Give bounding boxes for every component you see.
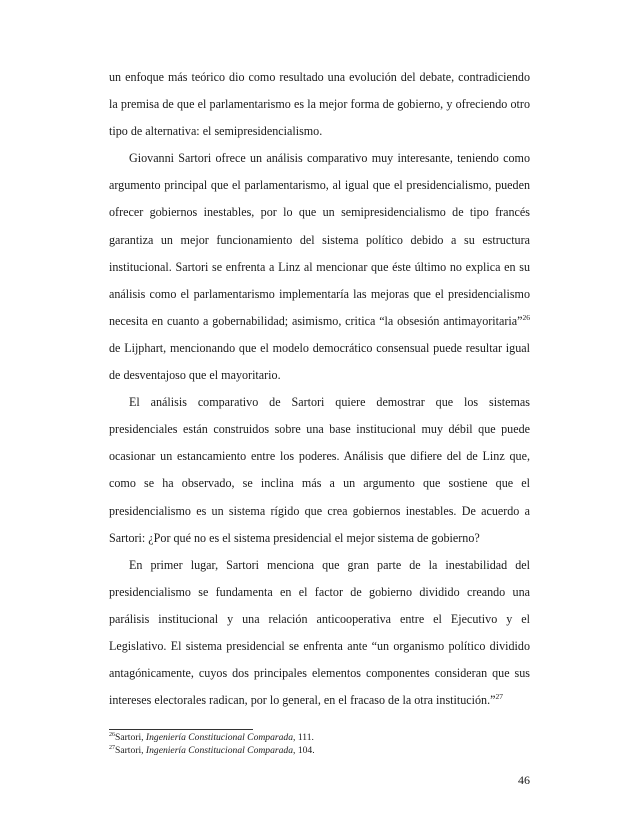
paragraph [109, 145, 530, 389]
paragraph: El análisis comparativo de Sartori quiere demostrar que los sistemas presidenciales están construidos sobre una base institucional muy débil que puede ocasionar un estancamiento entre los poderes. Análisis que difiere del de Linz que, como se ha observado, se inclina más a un argumento que sostiene que el presidencialismo es un sistema rígido que crea gobiernos inestables. De acuerdo a Sartori: ¿Por qué no es el sistema presidencial el mejor sistema de gobierno? [109, 395, 530, 545]
footnote-author: Sartori, [115, 732, 146, 743]
paragraph-text: Giovanni Sartori ofrece un análisis comparativo muy interesante, teniendo como argumento principal que el parlamentarismo, al igual que el presidencialismo, pueden ofrecer gobiernos inestables, por lo que un semipresidencialismo de tipo francés garantiza un mejor funcionamiento del sistema político debido a su estructura institucional. Sartori se enfrenta a Linz al mencionar que éste último no explica en su análisis como el parlamentarismo implementaría las mejoras que el presidencialismo necesita en cuanto a gobernabilidad; asimismo, critica “la obsesión antimayoritaria” [109, 151, 530, 328]
footnote-number: 26 [109, 732, 115, 738]
footnote-title: Ingeniería Constitucional Comparada [145, 744, 294, 756]
paragraph: un enfoque más teórico dio como resultado una evolución del debate, contradiciendo la premisa de que el parlamentarismo es la mejor forma de gobierno, y ofreciendo otro tipo de alternativa: el semipresidencialismo. [109, 70, 530, 139]
footnote [109, 732, 530, 745]
footnote-separator [109, 729, 253, 730]
paragraph [109, 552, 530, 715]
footnote-page: , 111. [293, 732, 314, 743]
footnote-author: Sartori, [115, 744, 146, 756]
footnote-reference: 27 [495, 692, 503, 702]
body-text [109, 64, 530, 714]
footnotes [109, 732, 530, 757]
footnote-number: 27 [109, 744, 115, 751]
footnote-title: Ingeniería Constitucional Comparada [145, 732, 294, 743]
page-number: 46 [518, 773, 530, 787]
footnote-reference: 26 [522, 312, 530, 322]
paragraph-text: En primer lugar, Sartori menciona que gran parte de la inestabilidad del presidencialismo se fundamenta en el factor de gobierno dividido creando una parálisis institucional y una relación anticooperativa entre el Ejecutivo y el Legislativo. El sistema presidencial se enfrenta ante “un organismo político dividido antagónicamente, cuyos dos principales elementos componentes consideran que sus intereses electorales radican, por lo general, en el fracaso de la otra institución.” [109, 557, 530, 708]
paragraph-text: de Lijphart, mencionando que el modelo democrático consensual puede resultar igual de desventajoso que el mayoritario. [109, 340, 530, 383]
footnote [109, 745, 530, 758]
footnote-page: , 104. [293, 744, 315, 756]
